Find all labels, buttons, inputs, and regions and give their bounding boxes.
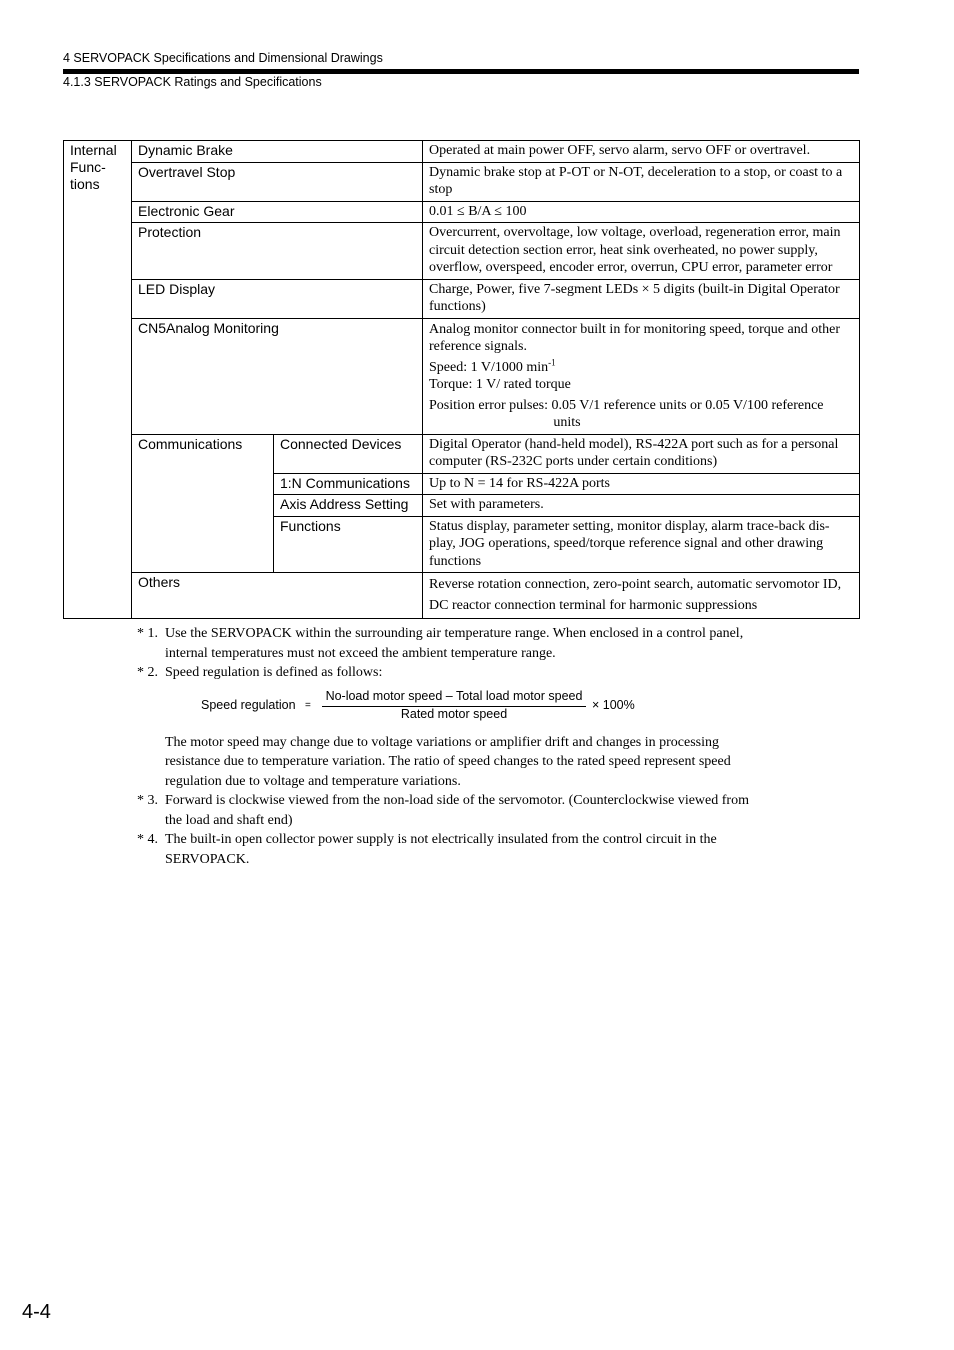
footnote [137, 663, 757, 683]
analog-position-error [429, 397, 853, 432]
row-value: Charge, Power, five 7-segment LEDs × 5 digits (built-in Digital Operator functions) [423, 279, 860, 318]
row-value: Status display, parameter setting, monitor display, alarm trace-back dis- play, JOG operations, speed/torque reference signal and other drawing functions [423, 516, 860, 573]
page-number: 4-4 [22, 1301, 51, 1323]
table-row [64, 573, 860, 619]
footnotes [137, 624, 757, 869]
row-value: Digital Operator (hand-held model), RS-422A port such as for a personal computer (RS-232C ports under certain conditions) [423, 434, 860, 473]
sub-row-label: 1:N Communications [274, 473, 423, 495]
table-row [64, 279, 860, 318]
spec-table [63, 140, 860, 619]
table-row [64, 141, 860, 163]
sub-row-label: Functions [274, 516, 423, 573]
row-value: Dynamic brake stop at P-OT or N-OT, deceleration to a stop, or coast to a stop [423, 162, 860, 201]
others-line: Reverse rotation connection, zero-point search, automatic servomotor ID, [429, 577, 842, 592]
row-label: LED Display [132, 279, 423, 318]
section-header: 4.1.3 SERVOPACK Ratings and Specifications [63, 75, 322, 89]
footnote-text: Speed regulation is defined as follows: [165, 665, 383, 680]
row-value [423, 573, 860, 619]
group-label: Internal Func- tions [64, 141, 132, 619]
footnote-number: * 3. [137, 793, 158, 808]
row-label: Protection [132, 223, 423, 280]
chapter-header: 4 SERVOPACK Specifications and Dimensional Drawings [63, 51, 383, 65]
sub-row-label: Axis Address Setting [274, 495, 423, 517]
row-label: Dynamic Brake [132, 141, 423, 163]
row-label: Others [132, 573, 423, 619]
footnote [137, 624, 757, 663]
footnote-number: * 2. [137, 665, 158, 680]
analog-position-units: units [553, 415, 581, 430]
footnote-text: The built-in open collector power supply is not electrically insulated from the control circuit in the SERVOPACK. [165, 832, 717, 867]
footnote [137, 791, 757, 830]
analog-line: Analog monitor connector built in for monitoring speed, torque and other reference signals. [429, 321, 840, 354]
row-value: Overcurrent, overvoltage, low voltage, overload, regeneration error, main circuit detection section error, heat sink overheated, no power supply, overflow, overspeed, encoder error, overrun, CPU error, parameter error [423, 223, 860, 280]
analog-torque: Torque: 1 V/ rated torque [429, 377, 571, 392]
row-label: Electronic Gear [132, 201, 423, 223]
formula-numerator: No-load motor speed – Total load motor speed [325, 689, 583, 703]
formula-denominator: Rated motor speed [400, 707, 508, 721]
footnote-paragraph: The motor speed may change due to voltage variations or amplifier drift and changes in processing resistance due to temperature variation. The ratio of speed changes to the rated speed represent speed regulation due to voltage and temperature variations. [165, 734, 731, 789]
table-row [64, 223, 860, 280]
row-value: Up to N = 14 for RS-422A ports [423, 473, 860, 495]
table-row [64, 162, 860, 201]
table-row [64, 201, 860, 223]
row-value: 0.01 ≤ B/A ≤ 100 [423, 201, 860, 223]
footnote-number: * 1. [137, 626, 158, 641]
analog-speed [429, 356, 853, 394]
row-label: Communications [132, 434, 274, 573]
row-value: Set with parameters. [423, 495, 860, 517]
formula-multiplier: × 100% [592, 698, 635, 712]
analog-speed-exponent: -1 [548, 356, 556, 367]
sub-row-label: Connected Devices [274, 434, 423, 473]
row-value [423, 318, 860, 434]
table-row [64, 318, 860, 434]
formula-lhs: Speed regulation [201, 698, 296, 712]
formula-equals: = [305, 700, 311, 711]
analog-position-text: Position error pulses: 0.05 V/1 reference units or 0.05 V/100 reference [429, 397, 824, 413]
table-row [64, 434, 860, 473]
analog-speed-text: Speed: 1 V/1000 min [429, 359, 549, 375]
footnote-text: Use the SERVOPACK within the surrounding air temperature range. When enclosed in a control panel, internal temperatures must not exceed the ambient temperature range. [165, 626, 744, 661]
footnote-text: Forward is clockwise viewed from the non-load side of the servomotor. (Counterclockwise viewed from the load and shaft end) [165, 793, 749, 828]
footnote [137, 830, 757, 869]
others-line: DC reactor connection terminal for harmonic suppressions [429, 598, 758, 613]
footnote-number: * 4. [137, 832, 158, 847]
row-value: Operated at main power OFF, servo alarm, servo OFF or overtravel. [423, 141, 860, 163]
row-label: Overtravel Stop [132, 162, 423, 201]
header-rule [63, 69, 859, 74]
row-label: CN5Analog Monitoring [132, 318, 423, 434]
speed-regulation-formula [200, 688, 660, 724]
